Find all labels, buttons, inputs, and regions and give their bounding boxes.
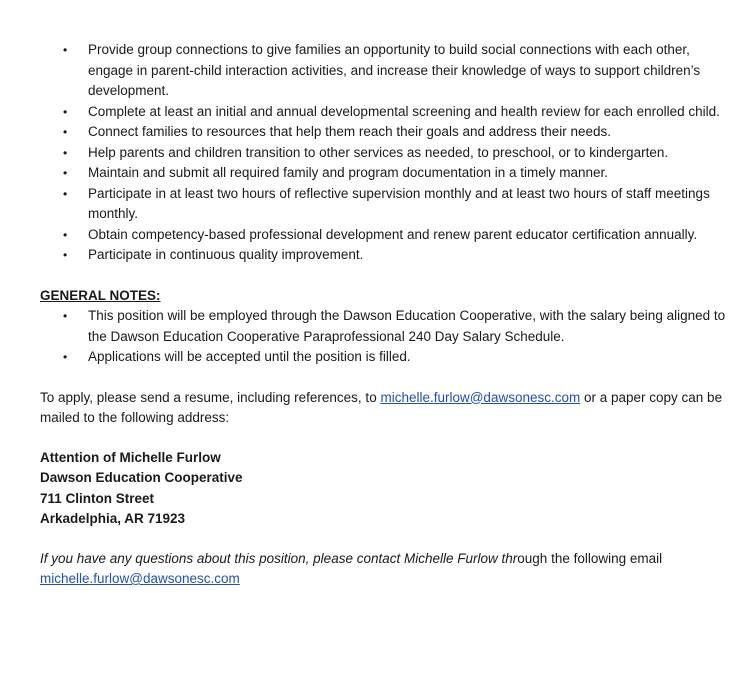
list-item: • This position will be employed through the Dawson Education Cooperative, with the salary being aligned to the Dawson Education Cooperative Paraprofessional 240 Day Salary Schedule. — [63, 308, 726, 344]
bullet-icon: • — [63, 350, 68, 364]
address-line-attention: Attention of Michelle Furlow — [40, 449, 221, 465]
contact-email-link[interactable]: michelle.furlow@dawsonesc.com — [40, 571, 240, 586]
mailing-address — [40, 448, 730, 530]
bullet-icon: • — [63, 227, 68, 242]
list-item: • Provide group connections to give families an opportunity to build social connections with each other, engage in parent-child interaction activities, and increase their knowledge of ways to support children’s development. — [63, 42, 701, 98]
general-notes-list — [40, 306, 730, 368]
apply-paragraph: To apply, please send a resume, including references, to michelle.furlow@dawsonesc.com or a paper copy can be mailed to the following address: — [40, 389, 723, 425]
address-line-street: 711 Clinton Street — [40, 490, 155, 506]
bullet-icon: • — [63, 125, 68, 139]
bullet-icon: • — [63, 248, 68, 262]
list-item: • Participate in continuous quality improvement. — [40, 245, 730, 266]
apply-email-link[interactable]: michelle.furlow@dawsonesc.com — [380, 389, 581, 405]
document-page — [40, 40, 730, 590]
bullet-icon: • — [63, 166, 68, 180]
bullet-icon: • — [63, 309, 68, 323]
address-line-organization: Dawson Education Cooperative — [40, 470, 243, 485]
list-item: • Applications will be accepted until the position is filled. — [40, 347, 730, 368]
list-item: • Obtain competency-based professional development and renew parent educator certification annually. — [40, 225, 730, 246]
address-line-city: Arkadelphia, AR 71923 — [40, 511, 186, 526]
duties-list — [40, 40, 730, 266]
general-notes-heading: GENERAL NOTES: — [40, 287, 161, 303]
closing-paragraph: If you have any questions about this position, please contact Michelle Furlow through the following email michelle.furlow@dawsonesc.com — [40, 550, 663, 586]
list-item: • Connect families to resources that help them reach their goals and address their needs. — [40, 122, 730, 143]
bullet-icon: • — [63, 104, 68, 119]
list-item: • Help parents and children transition to other services as needed, to preschool, or to kindergarten. — [40, 143, 730, 164]
list-item: • Participate in at least two hours of reflective supervision monthly and at least two hours of staff meetings monthly. — [63, 185, 710, 221]
list-item: • Complete at least an initial and annual developmental screening and health review for each enrolled child. — [40, 102, 730, 123]
bullet-icon: • — [63, 145, 68, 160]
list-item: • Maintain and submit all required family and program documentation in a timely manner. — [40, 163, 730, 184]
bullet-icon: • — [63, 186, 68, 201]
bullet-icon: • — [63, 43, 68, 57]
